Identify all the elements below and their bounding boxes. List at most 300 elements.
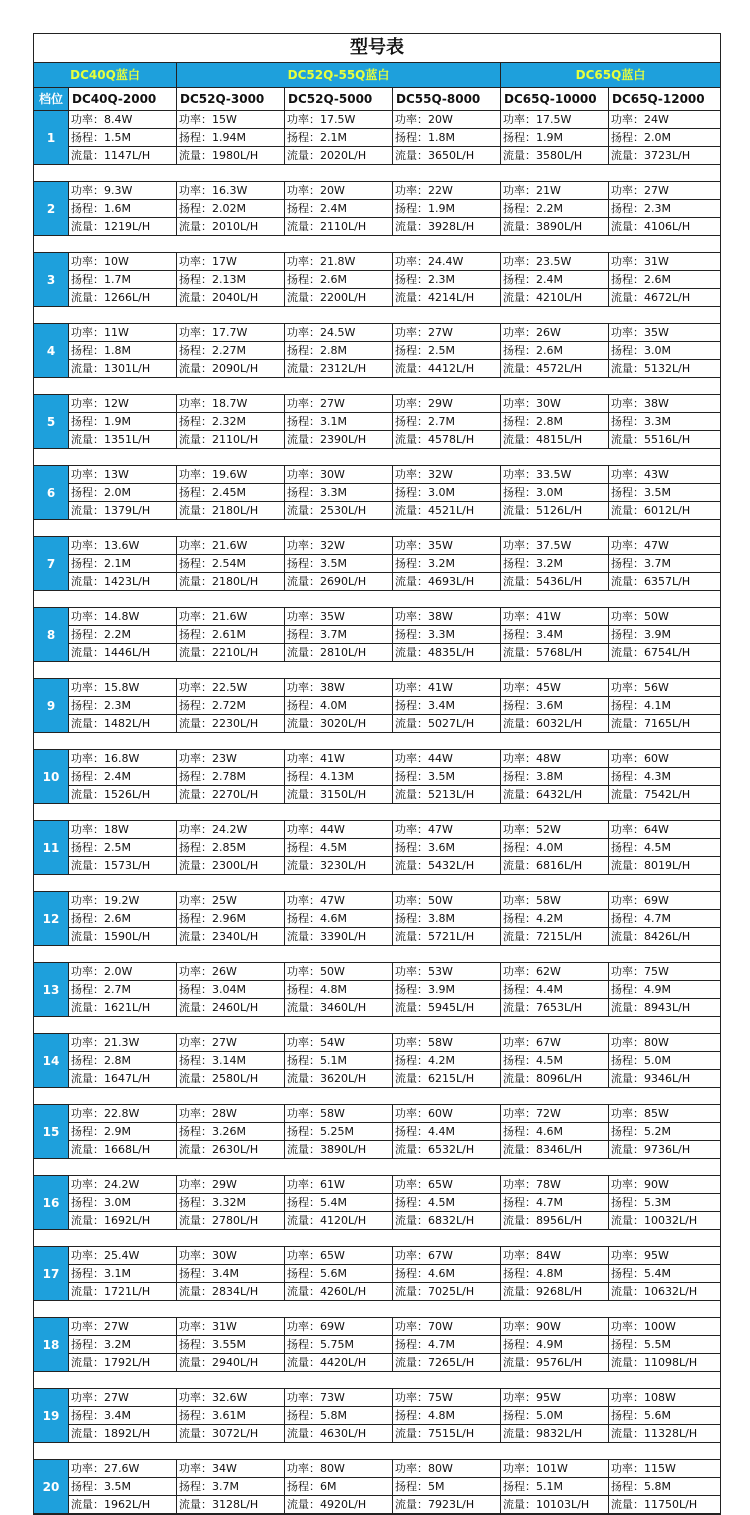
level-row-7 xyxy=(34,537,720,591)
spec-cell xyxy=(608,892,720,945)
power-value: 功率：72W xyxy=(501,1105,608,1123)
head-value: 扬程：3.32M xyxy=(177,1194,284,1212)
spec-cell xyxy=(500,750,608,803)
power-value: 功率：80W xyxy=(285,1460,392,1478)
power-value: 功率：38W xyxy=(285,679,392,697)
flow-value: 流量：6754L/H xyxy=(611,646,691,659)
spec-cell xyxy=(392,537,500,590)
spec-cell xyxy=(284,750,392,803)
power-value: 功率：27.6W xyxy=(69,1460,176,1478)
flow-value: 流量：1266L/H xyxy=(71,291,151,304)
flow-value: 流量：4210L/H xyxy=(503,291,583,304)
head-value: 扬程：1.7M xyxy=(69,271,176,289)
head-value: 扬程：1.9M xyxy=(501,129,608,147)
spec-cell xyxy=(284,537,392,590)
head-value: 扬程：5.1M xyxy=(501,1478,608,1496)
spec-cell xyxy=(392,1247,500,1300)
head-value: 扬程：1.94M xyxy=(177,129,284,147)
spec-cell xyxy=(176,182,284,235)
head-value: 扬程：3.4M xyxy=(393,697,500,715)
flow-value: 流量：2010L/H xyxy=(179,220,259,233)
head-value: 扬程：5.6M xyxy=(609,1407,720,1425)
power-value: 功率：29W xyxy=(177,1176,284,1194)
head-value: 扬程：3.8M xyxy=(501,768,608,786)
flow-value: 流量：2460L/H xyxy=(179,1001,259,1014)
spec-cell xyxy=(176,466,284,519)
spec-cell xyxy=(176,111,284,164)
flow-value: 流量：7165L/H xyxy=(611,717,691,730)
head-value: 扬程：5.4M xyxy=(285,1194,392,1212)
flow-value: 流量：1526L/H xyxy=(71,788,151,801)
power-value: 功率：27W xyxy=(69,1318,176,1336)
row-separator xyxy=(34,804,720,821)
spec-cell xyxy=(176,963,284,1016)
spec-cell xyxy=(500,679,608,732)
flow-value: 流量：5126L/H xyxy=(503,504,583,517)
head-value: 扬程：3.04M xyxy=(177,981,284,999)
spec-cell xyxy=(608,679,720,732)
head-value: 扬程：2.8M xyxy=(69,1052,176,1070)
head-value: 扬程：4.3M xyxy=(609,768,720,786)
group-dc52q-55q: DC52Q-55Q蓝白 xyxy=(176,63,500,87)
head-value: 扬程：4.0M xyxy=(285,697,392,715)
head-value: 扬程：2.2M xyxy=(501,200,608,218)
head-value: 扬程：3.14M xyxy=(177,1052,284,1070)
flow-value: 流量：2530L/H xyxy=(287,504,367,517)
flow-value: 流量：9736L/H xyxy=(611,1143,691,1156)
head-value: 扬程：5.3M xyxy=(609,1194,720,1212)
flow-value: 流量：7265L/H xyxy=(395,1356,475,1369)
flow-value: 流量：7515L/H xyxy=(395,1427,475,1440)
level-row-15 xyxy=(34,1105,720,1159)
level-number: 4 xyxy=(34,324,68,377)
power-value: 功率：34W xyxy=(177,1460,284,1478)
head-value: 扬程：2.5M xyxy=(393,342,500,360)
head-value: 扬程：3.8M xyxy=(393,910,500,928)
level-row-16 xyxy=(34,1176,720,1230)
row-separator xyxy=(34,307,720,324)
row-separator xyxy=(34,520,720,537)
flow-value: 流量：3020L/H xyxy=(287,717,367,730)
spec-cell xyxy=(284,111,392,164)
spec-cell xyxy=(608,1460,720,1513)
spec-cell xyxy=(284,963,392,1016)
head-value: 扬程：5.75M xyxy=(285,1336,392,1354)
level-number: 13 xyxy=(34,963,68,1016)
flow-value: 流量：8956L/H xyxy=(503,1214,583,1227)
flow-value: 流量：7025L/H xyxy=(395,1285,475,1298)
head-value: 扬程：2.02M xyxy=(177,200,284,218)
flow-value: 流量：11098L/H xyxy=(611,1356,698,1369)
level-number: 12 xyxy=(34,892,68,945)
flow-value: 流量：7923L/H xyxy=(395,1498,475,1511)
head-value: 扬程：2.3M xyxy=(609,200,720,218)
spec-cell xyxy=(500,324,608,377)
spec-cell xyxy=(68,963,176,1016)
power-value: 功率：69W xyxy=(609,892,720,910)
head-value: 扬程：5.6M xyxy=(285,1265,392,1283)
spec-cell xyxy=(284,892,392,945)
spec-cell xyxy=(284,679,392,732)
spec-cell xyxy=(608,1176,720,1229)
power-value: 功率：24W xyxy=(609,111,720,129)
head-value: 扬程：3.55M xyxy=(177,1336,284,1354)
row-separator xyxy=(34,449,720,466)
flow-value: 流量：2270L/H xyxy=(179,788,259,801)
level-number: 18 xyxy=(34,1318,68,1371)
spec-cell xyxy=(68,1389,176,1442)
head-value: 扬程：4.8M xyxy=(501,1265,608,1283)
spec-cell xyxy=(500,1460,608,1513)
head-value: 扬程：2.72M xyxy=(177,697,284,715)
flow-value: 流量：5132L/H xyxy=(611,362,691,375)
power-value: 功率：35W xyxy=(609,324,720,342)
flow-value: 流量：10103L/H xyxy=(503,1498,590,1511)
power-value: 功率：21.6W xyxy=(177,537,284,555)
spec-cell xyxy=(68,395,176,448)
power-value: 功率：47W xyxy=(609,537,720,555)
spec-cell xyxy=(500,821,608,874)
head-value: 扬程：2.32M xyxy=(177,413,284,431)
power-value: 功率：23.5W xyxy=(501,253,608,271)
power-value: 功率：65W xyxy=(285,1247,392,1265)
power-value: 功率：80W xyxy=(393,1460,500,1478)
power-value: 功率：27W xyxy=(609,182,720,200)
flow-value: 流量：5213L/H xyxy=(395,788,475,801)
power-value: 功率：13W xyxy=(69,466,176,484)
flow-value: 流量：1621L/H xyxy=(71,1001,151,1014)
flow-value: 流量：1962L/H xyxy=(71,1498,151,1511)
flow-value: 流量：4920L/H xyxy=(287,1498,367,1511)
flow-value: 流量：6012L/H xyxy=(611,504,691,517)
spec-cell xyxy=(500,1034,608,1087)
spec-cell xyxy=(500,1176,608,1229)
head-value: 扬程：3.61M xyxy=(177,1407,284,1425)
model-table xyxy=(33,33,721,1515)
flow-value: 流量：11328L/H xyxy=(611,1427,698,1440)
head-value: 扬程：5.8M xyxy=(285,1407,392,1425)
row-separator xyxy=(34,1372,720,1389)
head-value: 扬程：3.1M xyxy=(69,1265,176,1283)
flow-value: 流量：1351L/H xyxy=(71,433,151,446)
level-number: 8 xyxy=(34,608,68,661)
power-value: 功率：84W xyxy=(501,1247,608,1265)
flow-value: 流量：5516L/H xyxy=(611,433,691,446)
spec-cell xyxy=(68,1460,176,1513)
power-value: 功率：32W xyxy=(285,537,392,555)
level-number: 5 xyxy=(34,395,68,448)
spec-cell xyxy=(392,466,500,519)
flow-value: 流量：2090L/H xyxy=(179,362,259,375)
flow-value: 流量：2312L/H xyxy=(287,362,367,375)
power-value: 功率：17.5W xyxy=(285,111,392,129)
flow-value: 流量：2810L/H xyxy=(287,646,367,659)
flow-value: 流量：4521L/H xyxy=(395,504,475,517)
head-value: 扬程：3.3M xyxy=(285,484,392,502)
power-value: 功率：19.2W xyxy=(69,892,176,910)
head-value: 扬程：1.8M xyxy=(69,342,176,360)
spec-cell xyxy=(500,182,608,235)
head-value: 扬程：3.6M xyxy=(393,839,500,857)
row-separator xyxy=(34,946,720,963)
head-value: 扬程：3.4M xyxy=(501,626,608,644)
head-value: 扬程：2.3M xyxy=(69,697,176,715)
power-value: 功率：21.8W xyxy=(285,253,392,271)
spec-cell xyxy=(608,750,720,803)
flow-value: 流量：2340L/H xyxy=(179,930,259,943)
head-value: 扬程：5.4M xyxy=(609,1265,720,1283)
power-value: 功率：70W xyxy=(393,1318,500,1336)
flow-value: 流量：3460L/H xyxy=(287,1001,367,1014)
head-value: 扬程：3.5M xyxy=(609,484,720,502)
power-value: 功率：69W xyxy=(285,1318,392,1336)
power-value: 功率：115W xyxy=(609,1460,720,1478)
spec-cell xyxy=(392,608,500,661)
flow-value: 流量：3390L/H xyxy=(287,930,367,943)
spec-cell xyxy=(392,111,500,164)
power-value: 功率：26W xyxy=(501,324,608,342)
flow-value: 流量：4214L/H xyxy=(395,291,475,304)
flow-value: 流量：7215L/H xyxy=(503,930,583,943)
head-value: 扬程：4.1M xyxy=(609,697,720,715)
level-number: 17 xyxy=(34,1247,68,1300)
head-value: 扬程：4.6M xyxy=(285,910,392,928)
flow-value: 流量：1892L/H xyxy=(71,1427,151,1440)
spec-cell xyxy=(392,750,500,803)
head-value: 扬程：2.8M xyxy=(501,413,608,431)
spec-cell xyxy=(608,466,720,519)
head-value: 扬程：4.5M xyxy=(501,1052,608,1070)
power-value: 功率：21W xyxy=(501,182,608,200)
flow-value: 流量：3723L/H xyxy=(611,149,691,162)
spec-cell xyxy=(608,1318,720,1371)
flow-value: 流量：8426L/H xyxy=(611,930,691,943)
head-value: 扬程：2.9M xyxy=(69,1123,176,1141)
power-value: 功率：30W xyxy=(501,395,608,413)
power-value: 功率：25W xyxy=(177,892,284,910)
flow-value: 流量：2020L/H xyxy=(287,149,367,162)
power-value: 功率：27W xyxy=(177,1034,284,1052)
flow-value: 流量：4120L/H xyxy=(287,1214,367,1227)
spec-cell xyxy=(68,1247,176,1300)
level-number: 7 xyxy=(34,537,68,590)
head-value: 扬程：2.54M xyxy=(177,555,284,573)
power-value: 功率：21.3W xyxy=(69,1034,176,1052)
level-row-3 xyxy=(34,253,720,307)
flow-value: 流量：1379L/H xyxy=(71,504,151,517)
head-value: 扬程：2.4M xyxy=(285,200,392,218)
head-value: 扬程：2.96M xyxy=(177,910,284,928)
level-row-6 xyxy=(34,466,720,520)
spec-cell xyxy=(68,679,176,732)
head-value: 扬程：2.13M xyxy=(177,271,284,289)
level-row-17 xyxy=(34,1247,720,1301)
flow-value: 流量：4578L/H xyxy=(395,433,475,446)
flow-value: 流量：2200L/H xyxy=(287,291,367,304)
spec-cell xyxy=(392,1460,500,1513)
power-value: 功率：67W xyxy=(393,1247,500,1265)
head-value: 扬程：4.5M xyxy=(393,1194,500,1212)
flow-value: 流量：3230L/H xyxy=(287,859,367,872)
level-number: 20 xyxy=(34,1460,68,1513)
spec-cell xyxy=(176,1460,284,1513)
spec-cell xyxy=(68,1105,176,1158)
level-number: 1 xyxy=(34,111,68,164)
spec-cell xyxy=(176,892,284,945)
spec-cell xyxy=(608,608,720,661)
head-value: 扬程：3.7M xyxy=(177,1478,284,1496)
power-value: 功率：43W xyxy=(609,466,720,484)
row-separator xyxy=(34,1301,720,1318)
spec-cell xyxy=(608,182,720,235)
head-value: 扬程：3.2M xyxy=(69,1336,176,1354)
head-value: 扬程：2.2M xyxy=(69,626,176,644)
spec-cell xyxy=(500,963,608,1016)
row-separator xyxy=(34,733,720,750)
head-value: 扬程：4.4M xyxy=(501,981,608,999)
head-value: 扬程：4.5M xyxy=(285,839,392,857)
power-value: 功率：95W xyxy=(501,1389,608,1407)
spec-cell xyxy=(608,1034,720,1087)
power-value: 功率：67W xyxy=(501,1034,608,1052)
power-value: 功率：41W xyxy=(285,750,392,768)
head-value: 扬程：2.6M xyxy=(501,342,608,360)
level-number: 10 xyxy=(34,750,68,803)
flow-value: 流量：6532L/H xyxy=(395,1143,475,1156)
flow-value: 流量：5432L/H xyxy=(395,859,475,872)
power-value: 功率：24.2W xyxy=(69,1176,176,1194)
power-value: 功率：17.5W xyxy=(501,111,608,129)
flow-value: 流量：3620L/H xyxy=(287,1072,367,1085)
head-value: 扬程：1.9M xyxy=(393,200,500,218)
head-value: 扬程：2.45M xyxy=(177,484,284,502)
head-value: 扬程：2.7M xyxy=(69,981,176,999)
flow-value: 流量：7653L/H xyxy=(503,1001,583,1014)
level-row-5 xyxy=(34,395,720,449)
row-separator xyxy=(34,378,720,395)
head-value: 扬程：3.0M xyxy=(501,484,608,502)
power-value: 功率：25.4W xyxy=(69,1247,176,1265)
spec-cell xyxy=(500,1389,608,1442)
head-value: 扬程：4.9M xyxy=(501,1336,608,1354)
head-value: 扬程：4.6M xyxy=(393,1265,500,1283)
spec-cell xyxy=(176,253,284,306)
power-value: 功率：60W xyxy=(393,1105,500,1123)
spec-cell xyxy=(284,1176,392,1229)
flow-value: 流量：8943L/H xyxy=(611,1001,691,1014)
power-value: 功率：58W xyxy=(501,892,608,910)
head-value: 扬程：3.5M xyxy=(393,768,500,786)
flow-value: 流量：4835L/H xyxy=(395,646,475,659)
power-value: 功率：21.6W xyxy=(177,608,284,626)
power-value: 功率：78W xyxy=(501,1176,608,1194)
level-row-10 xyxy=(34,750,720,804)
power-value: 功率：53W xyxy=(393,963,500,981)
power-value: 功率：62W xyxy=(501,963,608,981)
flow-value: 流量：2210L/H xyxy=(179,646,259,659)
spec-cell xyxy=(284,608,392,661)
head-value: 扬程：1.5M xyxy=(69,129,176,147)
head-value: 扬程：5.0M xyxy=(609,1052,720,1070)
spec-cell xyxy=(608,395,720,448)
spec-cell xyxy=(392,821,500,874)
power-value: 功率：50W xyxy=(393,892,500,910)
spec-cell xyxy=(68,253,176,306)
spec-cell xyxy=(608,963,720,1016)
flow-value: 流量：6432L/H xyxy=(503,788,583,801)
power-value: 功率：13.6W xyxy=(69,537,176,555)
power-value: 功率：95W xyxy=(609,1247,720,1265)
flow-value: 流量：2940L/H xyxy=(179,1356,259,1369)
head-value: 扬程：4.5M xyxy=(609,839,720,857)
spec-cell xyxy=(68,821,176,874)
power-value: 功率：90W xyxy=(501,1318,608,1336)
power-value: 功率：50W xyxy=(609,608,720,626)
power-value: 功率：35W xyxy=(285,608,392,626)
flow-value: 流量：4815L/H xyxy=(503,433,583,446)
header-dc52q-5000: DC52Q-5000 xyxy=(284,88,392,110)
spec-cell xyxy=(284,1034,392,1087)
flow-value: 流量：5721L/H xyxy=(395,930,475,943)
spec-cell xyxy=(500,111,608,164)
power-value: 功率：27W xyxy=(393,324,500,342)
power-value: 功率：90W xyxy=(609,1176,720,1194)
spec-cell xyxy=(608,821,720,874)
flow-value: 流量：8019L/H xyxy=(611,859,691,872)
spec-cell xyxy=(284,821,392,874)
spec-cell xyxy=(392,1176,500,1229)
power-value: 功率：45W xyxy=(501,679,608,697)
head-value: 扬程：5.0M xyxy=(501,1407,608,1425)
spec-cell xyxy=(608,253,720,306)
head-value: 扬程：1.8M xyxy=(393,129,500,147)
head-value: 扬程：2.4M xyxy=(501,271,608,289)
level-number: 16 xyxy=(34,1176,68,1229)
power-value: 功率：38W xyxy=(393,608,500,626)
flow-value: 流量：3650L/H xyxy=(395,149,475,162)
power-value: 功率：61W xyxy=(285,1176,392,1194)
flow-value: 流量：1446L/H xyxy=(71,646,151,659)
head-value: 扬程：2.1M xyxy=(285,129,392,147)
power-value: 功率：2.0W xyxy=(69,963,176,981)
head-value: 扬程：3.26M xyxy=(177,1123,284,1141)
power-value: 功率：65W xyxy=(393,1176,500,1194)
power-value: 功率：75W xyxy=(393,1389,500,1407)
head-value: 扬程：4.7M xyxy=(609,910,720,928)
level-number: 14 xyxy=(34,1034,68,1087)
head-value: 扬程：4.8M xyxy=(393,1407,500,1425)
flow-value: 流量：2580L/H xyxy=(179,1072,259,1085)
flow-value: 流量：4630L/H xyxy=(287,1427,367,1440)
head-value: 扬程：2.0M xyxy=(609,129,720,147)
flow-value: 流量：4572L/H xyxy=(503,362,583,375)
power-value: 功率：20W xyxy=(393,111,500,129)
header-dc55q-8000: DC55Q-8000 xyxy=(392,88,500,110)
row-separator xyxy=(34,165,720,182)
level-number: 15 xyxy=(34,1105,68,1158)
flow-value: 流量：3072L/H xyxy=(179,1427,259,1440)
power-value: 功率：80W xyxy=(609,1034,720,1052)
spec-cell xyxy=(176,537,284,590)
power-value: 功率：23W xyxy=(177,750,284,768)
spec-cell xyxy=(392,1105,500,1158)
power-value: 功率：27W xyxy=(69,1389,176,1407)
spec-cell xyxy=(284,1247,392,1300)
spec-cell xyxy=(500,608,608,661)
flow-value: 流量：4693L/H xyxy=(395,575,475,588)
spec-cell xyxy=(284,1389,392,1442)
power-value: 功率：31W xyxy=(177,1318,284,1336)
